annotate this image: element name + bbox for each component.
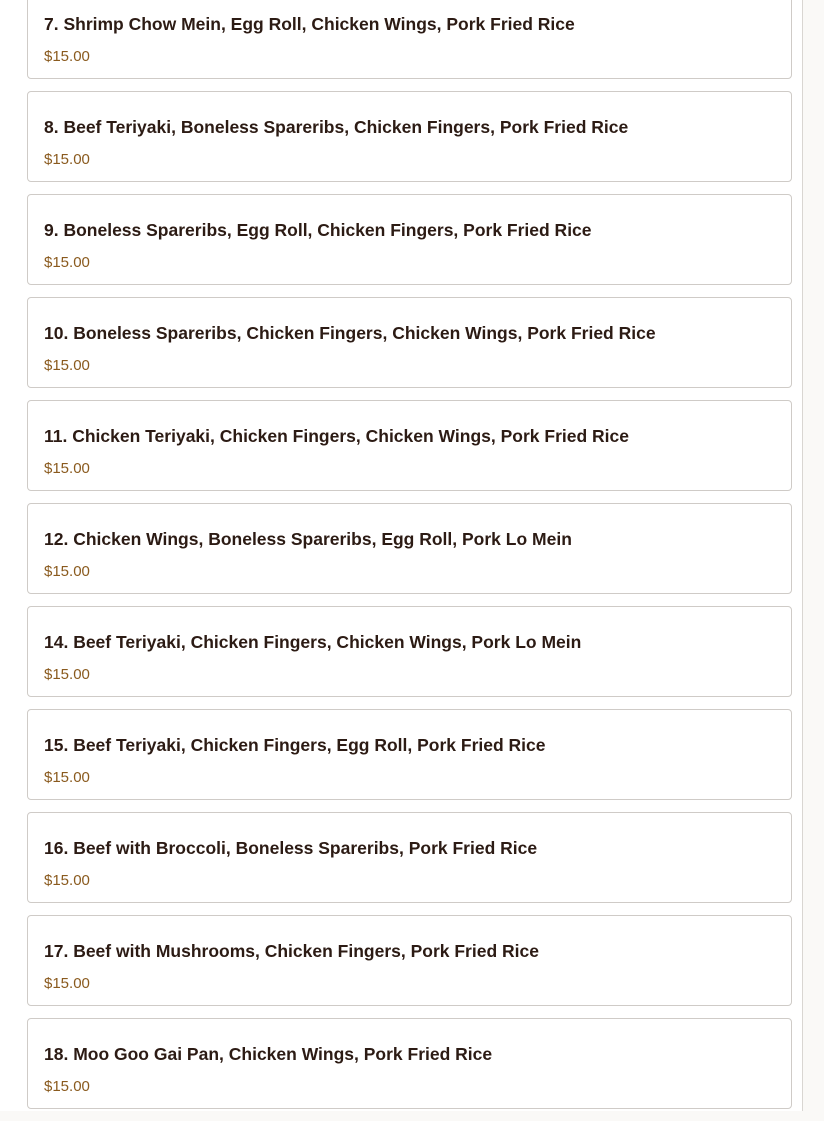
menu-item-price: $15.00: [44, 1078, 90, 1095]
menu-item-price: $15.00: [44, 460, 90, 477]
menu-item-price: $15.00: [44, 357, 90, 374]
menu-item-price: $15.00: [44, 872, 90, 889]
menu-item-card[interactable]: [27, 812, 792, 903]
menu-item-card[interactable]: [27, 709, 792, 800]
menu-item-list: [27, 0, 792, 1121]
menu-item-card[interactable]: [27, 400, 792, 491]
menu-item-name: 12. Chicken Wings, Boneless Spareribs, Egg Roll, Pork Lo Mein: [44, 529, 572, 549]
menu-item-name: 11. Chicken Teriyaki, Chicken Fingers, Chicken Wings, Pork Fried Rice: [44, 426, 629, 446]
menu-item-name: 18. Moo Goo Gai Pan, Chicken Wings, Pork Fried Rice: [44, 1044, 493, 1064]
menu-item-price: $15.00: [44, 48, 90, 65]
menu-item-card[interactable]: [27, 91, 792, 182]
menu-item-name: 9. Boneless Spareribs, Egg Roll, Chicken Fingers, Pork Fried Rice: [44, 220, 592, 240]
menu-item-name: 10. Boneless Spareribs, Chicken Fingers, Chicken Wings, Pork Fried Rice: [44, 323, 656, 343]
menu-item-price: $15.00: [44, 563, 90, 580]
menu-item-price: $15.00: [44, 254, 90, 271]
menu-item-card[interactable]: [27, 503, 792, 594]
menu-item-price: $15.00: [44, 151, 90, 168]
menu-item-card[interactable]: [27, 606, 792, 697]
menu-item-card[interactable]: [27, 194, 792, 285]
menu-item-card[interactable]: [27, 1018, 792, 1109]
menu-item-name: 16. Beef with Broccoli, Boneless Spareribs, Pork Fried Rice: [44, 838, 538, 858]
menu-item-card[interactable]: [27, 915, 792, 1006]
menu-item-name: 14. Beef Teriyaki, Chicken Fingers, Chicken Wings, Pork Lo Mein: [44, 632, 582, 652]
menu-item-name: 8. Beef Teriyaki, Boneless Spareribs, Chicken Fingers, Pork Fried Rice: [44, 117, 629, 137]
menu-item-name: 7. Shrimp Chow Mein, Egg Roll, Chicken Wings, Pork Fried Rice: [44, 14, 575, 34]
menu-item-card[interactable]: [27, 297, 792, 388]
menu-item-card[interactable]: [27, 0, 792, 79]
menu-item-price: $15.00: [44, 666, 90, 683]
menu-item-name: 17. Beef with Mushrooms, Chicken Fingers, Pork Fried Rice: [44, 941, 539, 961]
menu-item-name: 15. Beef Teriyaki, Chicken Fingers, Egg Roll, Pork Fried Rice: [44, 735, 546, 755]
menu-item-price: $15.00: [44, 975, 90, 992]
menu-item-price: $15.00: [44, 769, 90, 786]
